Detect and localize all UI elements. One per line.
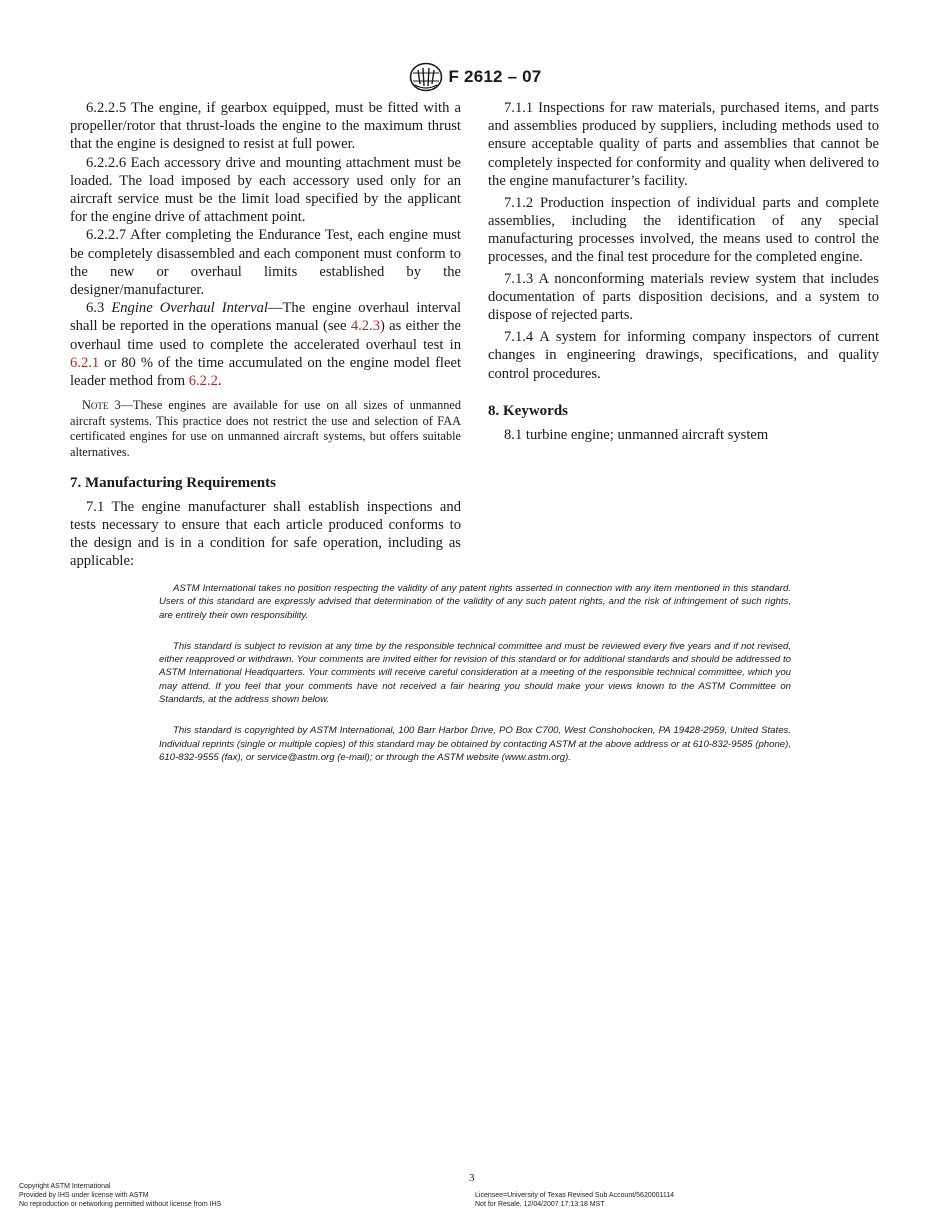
license-line: Licensee=University of Texas Revised Sub Account/5620001114 — [475, 1192, 675, 1199]
paragraph-8-1: 8.1 turbine engine; unmanned aircraft system — [504, 427, 769, 444]
license-line: Provided by IHS under license with ASTM — [19, 1192, 149, 1200]
paragraph-7-1-2: 7.1.2 Production inspection of individual parts and complete assemblies, including the identification of any special manufacturing processes involved, the means used to control the processes, and the final test procedure for the completed engine. — [488, 194, 879, 266]
link-4-2-3[interactable]: 4.2.3 — [350, 318, 381, 335]
paragraph-text: —The engine overhaul interval shall be reported in the operations manual (see — [70, 300, 462, 335]
license-line: Copyright ASTM International — [19, 1183, 111, 1190]
link-6-2-2[interactable]: 6.2.2 — [188, 373, 218, 390]
license-line: No reproduction or networking permitted without license from IHS — [19, 1201, 222, 1209]
revision-notice: This standard is subject to revision at any time by the responsible technical committee and must be reviewed every five years and if not revised, either reapproved or withdrawn. Your comments are invited either for revision of this standard or for additional standards and should be addressed to ASTM International Headquarters. Your comments will receive careful consideration at a meeting of the responsible technical committee, which you may attend. If you feel that your comments have not received a fair hearing you should make your views known to the ASTM Committee on Standards, at the address shown below. — [159, 640, 791, 706]
astm-logo-icon — [409, 62, 443, 92]
standard-designation: F 2612 – 07 — [448, 67, 542, 86]
paragraph-6-2-2-5: 6.2.2.5 The engine, if gearbox equipped, must be fitted with a propeller/rotor that thrust-loads the engine to the maximum thrust that the engine is designed to resist at full power. — [70, 100, 461, 153]
page-number: 3 — [469, 1172, 475, 1184]
paragraph-text: . — [217, 373, 222, 390]
section-heading-7: 7. Manufacturing Requirements — [70, 474, 276, 491]
copyright-notice: This standard is copyrighted by ASTM International, 100 Barr Harbor Drive, PO Box C700, West Conshohocken, PA 19428-2959, United States. Individual reprints (single or multiple copies) of this standard may be obtained by contacting ASTM at the above address or at 610-832-9585 (phone), 610-832-9555 (fax), or service@astm.org (e-mail); or through the ASTM website (www.astm.org). — [159, 725, 791, 763]
paragraph-text: or 80 % of the time accumulated on the engine model fleet leader method from — [70, 354, 461, 390]
right-column — [488, 99, 879, 444]
paragraph-7-1-1: 7.1.1 Inspections for raw materials, purchased items, and parts and assemblies produced by suppliers, including methods used to ensure acceptable quality of parts and assemblies that cannot be completely inspected for conformity and quality when delivered to the engine manufacturer’s facility. — [488, 100, 879, 189]
note-text: 3—These engines are available for use on all sizes of unmanned aircraft systems. This practice does not restrict the use and selection of FAA certificated engines for use on unmanned aircraft systems, but offers suitable alternatives. — [70, 398, 461, 460]
paragraph-7-1-3: 7.1.3 A nonconforming materials review system that includes documentation of parts disposition decisions, and a system to dispose of rejected parts. — [488, 271, 879, 324]
link-6-2-1[interactable]: 6.2.1 — [70, 354, 100, 371]
license-info-right — [475, 1191, 674, 1209]
patent-notice: ASTM International takes no position respecting the validity of any patent rights asserted in connection with any item mentioned in this standard. Users of this standard are expressly advised that determination of the validity of any such patent rights, and the risk of infringement of such rights, are entirely their own responsibility. — [159, 583, 791, 621]
section-heading-8: 8. Keywords — [488, 402, 568, 419]
section-number: 6.3 — [86, 300, 112, 317]
license-info-left — [19, 1182, 221, 1210]
page-header — [0, 62, 950, 92]
paragraph-6-2-2-6: 6.2.2.6 Each accessory drive and mounting attachment must be loaded. The load imposed by each accessory used only for an aircraft service must be the limit load specified by the applicant for the engine drive of attachment point. — [70, 154, 461, 226]
note-label: Note — [82, 398, 109, 413]
astm-notices — [159, 582, 791, 782]
license-line: Not for Resale, 12/04/2007 17:13:18 MST — [475, 1201, 605, 1209]
left-column — [70, 99, 461, 571]
paragraph-6-3 — [70, 299, 461, 390]
note-3 — [70, 398, 461, 460]
paragraph-text: ) as either the overhaul time used to complete the accelerated overhaul test in — [70, 318, 461, 353]
paragraph-6-2-2-7: 6.2.2.7 After completing the Endurance Test, each engine must be completely disassembled and each component must conform to the new or overhaul limits established by the designer/manufacturer. — [70, 227, 461, 299]
paragraph-7-1: 7.1 The engine manufacturer shall establish inspections and tests necessary to ensure that each article produced conforms to the design and is in a condition for safe operation, including as applicable: — [70, 498, 461, 570]
paragraph-7-1-4: 7.1.4 A system for informing company inspectors of current changes in engineering drawings, specifications, and quality control procedures. — [488, 329, 879, 382]
section-title: Engine Overhaul Interval — [111, 300, 268, 317]
